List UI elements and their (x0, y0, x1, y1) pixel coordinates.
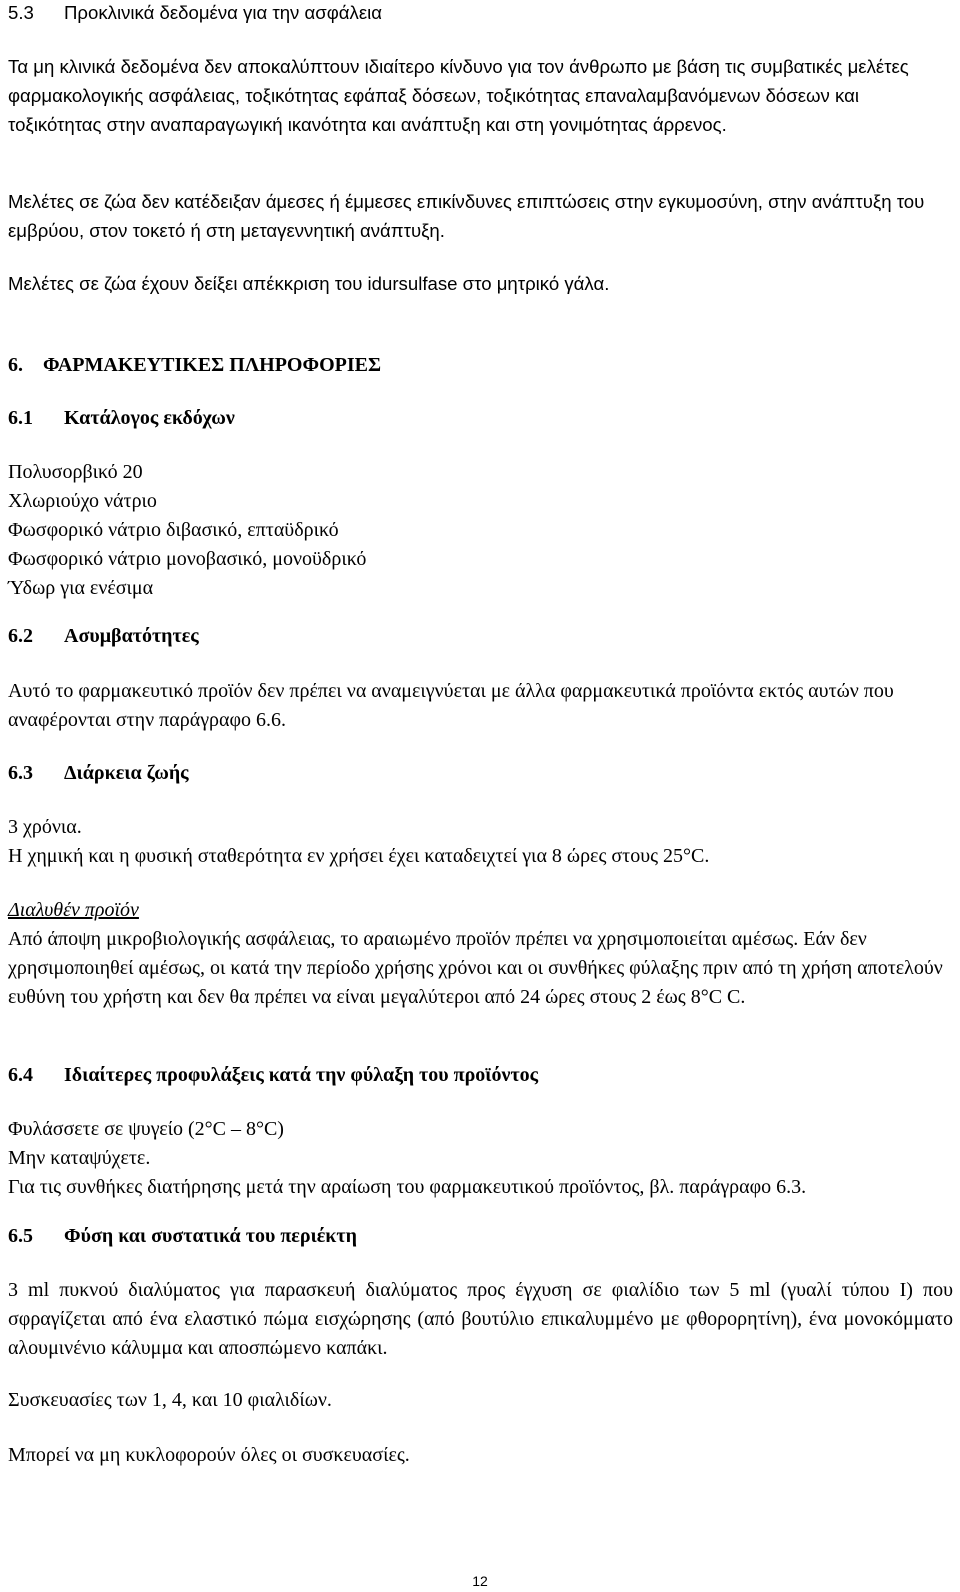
section-title: Προκλινικά δεδομένα για την ασφάλεια (64, 2, 383, 23)
section-number: 6.3 (8, 762, 33, 784)
section-6-1-heading (8, 404, 953, 433)
paragraph: Μελέτες σε ζώα έχουν δείξει απέκκριση του idursulfase στο μητρικό γάλα. (8, 273, 610, 294)
section-title: Κατάλογος εκδόχων (64, 407, 235, 429)
excipient-list (8, 458, 953, 603)
list-item: Φωσφορικό νάτριο διβασικό, επταϋδρικό (8, 519, 339, 541)
section-title: Διάρκεια ζωής (64, 762, 189, 784)
section-5-3-heading (8, 0, 953, 27)
section-6-4-heading (8, 1061, 953, 1090)
subheading: Διαλυθέν προϊόν (8, 899, 139, 921)
list-item: Χλωριούχο νάτριο (8, 490, 157, 512)
paragraph: Αυτό το φαρμακευτικό προϊόν δεν πρέπει να αναμειγνύεται με άλλα φαρμακευτικά προϊόντα εκτός αυτών που αναφέρονται στην παράγραφο 6.6. (8, 680, 894, 731)
section-number: 6.1 (8, 407, 33, 429)
list-item: Πολυσορβικό 20 (8, 461, 143, 483)
shelf-life-lines (8, 813, 953, 871)
storage-lines (8, 1115, 953, 1202)
text-line: 3 χρόνια. (8, 816, 82, 838)
section-6-2-heading (8, 622, 953, 651)
paragraph: Μπορεί να μη κυκλοφορούν όλες οι συσκευασίες. (8, 1444, 410, 1466)
paragraph: Από άποψη μικροβιολογικής ασφάλειας, το αραιωμένο προϊόν πρέπει να χρησιμοποιείται αμέσως. Εάν δεν χρησιμοποιηθεί αμέσως, οι κατά την περίοδο χρήσης χρόνοι και οι συνθήκες φύλαξης πριν από τη χρήση αποτελούν ευθύνη του χρήστη και δεν θα πρέπει να είναι μεγαλύτεροι από 24 ώρες στους 2 έως 8°C C. (8, 928, 943, 1008)
paragraph: 3 ml πυκνού διαλύματος για παρασκευή διαλύματος προς έγχυση σε φιαλίδιο των 5 ml (γυαλί τύπου I) που σφραγίζεται από ένα ελαστικό πώμα εισχώρησης (από βουτύλιο επικαλυμμένο με φθορορητίνη), ένα μονοκόμματο αλουμινένιο κάλυμμα και αποσπώμενο καπάκι. (8, 1279, 953, 1359)
section-number: 5.3 (8, 2, 34, 23)
text-line: Για τις συνθήκες διατήρησης μετά την αραίωση του φαρμακευτικού προϊόντος, βλ. παράγραφο 6.3. (8, 1176, 807, 1198)
list-item: Ύδωρ για ενέσιμα (8, 577, 154, 599)
text-line: Φυλάσσετε σε ψυγείο (2°C – 8°C) (8, 1118, 284, 1140)
paragraph: Μελέτες σε ζώα δεν κατέδειξαν άμεσες ή έμμεσες επικίνδυνες επιπτώσεις στην εγκυμοσύνη, στην ανάπτυξη του εμβρύου, στον τοκετό ή στη μεταγεννητική ανάπτυξη. (8, 191, 925, 241)
text-line: Η χημική και η φυσική σταθερότητα εν χρήσει έχει καταδειχτεί για 8 ώρες στους 25°C. (8, 845, 710, 867)
paragraph: Συσκευασίες των 1, 4, και 10 φιαλιδίων. (8, 1389, 332, 1411)
paragraph: Τα μη κλινικά δεδομένα δεν αποκαλύπτουν ιδιαίτερο κίνδυνο για τον άνθρωπο με βάση τις συμβατικές μελέτες φαρμακολογικής ασφάλειας, τοξικότητας εφάπαξ δόσεων, τοξικότητας επαναλαμβανόμενων δόσεων και τοξικότητας στην αναπαραγωγική ικανότητα και ανάπτυξη και στη γονιμότητας άρρενος. (8, 56, 909, 135)
page-number: 12 (472, 1573, 488, 1589)
text-line: Μην καταψύχετε. (8, 1147, 151, 1169)
section-number: 6.4 (8, 1064, 33, 1086)
section-title: Ιδιαίτερες προφυλάξεις κατά την φύλαξη του προϊόντος (64, 1064, 539, 1086)
list-item: Φωσφορικό νάτριο μονοβασικό, μονοϋδρικό (8, 548, 367, 570)
section-number: 6.5 (8, 1225, 33, 1247)
section-6-5-heading (8, 1222, 953, 1251)
section-title: Φύση και συστατικά του περιέκτη (64, 1225, 357, 1247)
section-6-3-heading (8, 759, 953, 788)
section-6-heading: 6. ΦΑΡΜΑΚΕΥΤΙΚΕΣ ΠΛΗΡΟΦΟΡΙΕΣ (8, 354, 382, 376)
section-title: Ασυμβατότητες (64, 625, 199, 647)
section-number: 6.2 (8, 625, 33, 647)
